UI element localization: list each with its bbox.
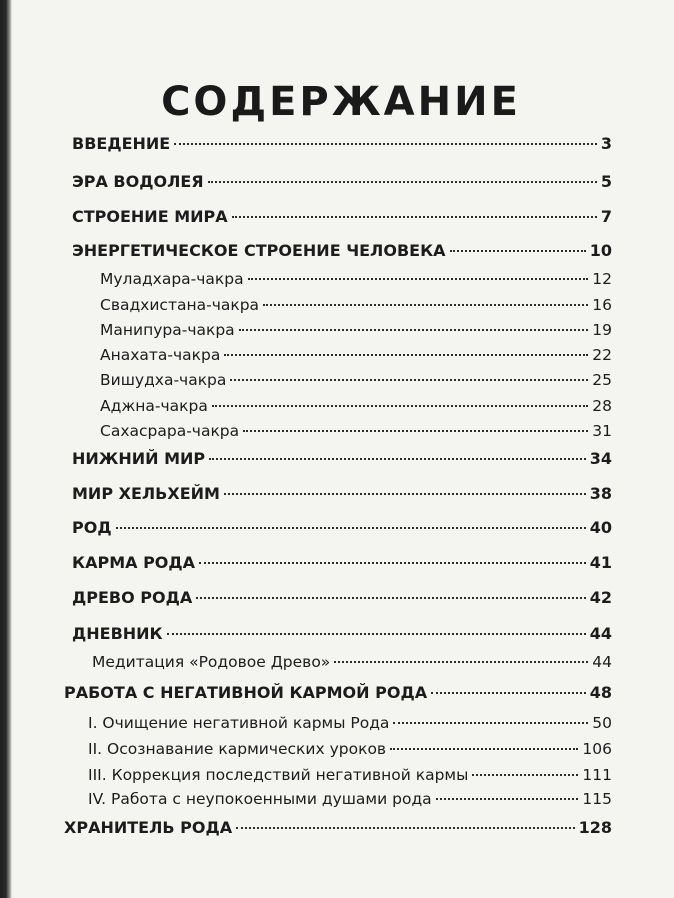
leader-dots [472,774,578,776]
leader-dots [239,329,589,331]
toc-entry-aquarius-era [72,172,612,192]
leader-dots [209,458,586,460]
toc-entry-page: 3 [600,134,612,153]
toc-entry-page: 50 [592,714,612,732]
leader-dots [199,562,586,564]
toc-entry-page: 31 [592,422,612,440]
leader-dots [236,827,575,829]
leader-dots [230,379,588,381]
toc-entry-diary [72,624,612,644]
toc-subentry-correction [88,765,612,785]
toc-entry-label: Манипура-чакра [100,321,235,339]
toc-entry-page: 5 [600,172,612,191]
leader-dots [431,692,586,694]
toc-subentry-cleansing [88,713,612,733]
toc-entry-introduction [72,134,612,154]
toc-entry-kin-guardian [64,818,612,838]
toc-subentry-anahata [100,345,612,365]
leader-dots [208,181,597,183]
toc-subentry-svadhisthana [100,295,612,315]
toc-entry-label: Аджна-чакра [100,397,208,415]
toc-entry-lower-world [72,449,612,469]
toc-entry-label: НИЖНИЙ МИР [72,449,206,468]
leader-dots [393,722,588,724]
toc-entry-label: РАБОТА С НЕГАТИВНОЙ КАРМОЙ РОДА [64,683,428,702]
toc-entry-page: 10 [589,241,612,260]
toc-subentry-manipura [100,320,612,340]
toc-subentry-karmic-lessons [88,739,612,759]
toc-entry-label: ЭРА ВОДОЛЕЯ [72,172,204,191]
leader-dots [436,798,579,800]
toc-entry-energy-structure [72,241,612,261]
toc-entry-kin-karma [72,553,612,573]
toc-entry-page: 22 [592,346,612,364]
toc-entry-page: 115 [582,790,612,808]
leader-dots [450,250,586,252]
toc-entry-negative-karma-work [64,683,612,703]
toc-entry-page: 25 [592,371,612,389]
toc-entry-page: 28 [592,397,612,415]
page-title: СОДЕРЖАНИЕ [161,78,521,125]
toc-entry-page: 40 [589,518,612,537]
toc-entry-label: СТРОЕНИЕ МИРА [72,207,228,226]
toc-entry-page: 128 [578,818,612,837]
toc-subentry-muladhara [100,269,612,289]
toc-entry-page: 16 [592,296,612,314]
toc-entry-label: I. Очищение негативной кармы Рода [88,714,390,732]
toc-subentry-meditation [92,652,612,672]
toc-subentry-ajna [100,396,612,416]
toc-entry-page: 12 [592,270,612,288]
toc-entry-label: Муладхара-чакра [100,270,244,288]
toc-entry-page: 34 [589,449,612,468]
leader-dots [334,661,588,663]
toc-subentry-sahasrara [100,421,612,441]
toc-entry-page: 106 [582,740,612,758]
toc-entry-label: ДРЕВО РОДА [72,588,193,607]
toc-entry-page: 44 [592,653,612,671]
toc-entry-label: КАРМА РОДА [72,553,196,572]
toc-subentry-vishuddha [100,370,612,390]
toc-entry-label: ДНЕВНИК [72,624,163,643]
toc-entry-label: Вишудха-чакра [100,371,227,389]
toc-entry-label: МИР ХЕЛЬХЕЙМ [72,484,220,503]
toc-entry-page: 44 [589,624,612,643]
leader-dots [167,633,586,635]
leader-dots [243,430,588,432]
leader-dots [224,354,588,356]
toc-entry-label: РОД [72,518,112,537]
toc-entry-page: 111 [582,766,612,784]
toc-entry-label: Свадхистана-чакра [100,296,260,314]
leader-dots [174,143,597,145]
leader-dots [116,527,586,529]
leader-dots [263,304,588,306]
toc-entry-helheim [72,484,612,504]
toc-entry-label: Анахата-чакра [100,346,221,364]
toc-entry-page: 38 [589,484,612,503]
toc-entry-page: 48 [589,683,612,702]
toc-entry-label: III. Коррекция последствий негативной кармы [88,766,469,784]
toc-entry-label: ВВЕДЕНИЕ [72,134,171,153]
toc-entry-kin [72,518,612,538]
leader-dots [390,748,578,750]
toc-entry-page: 42 [589,588,612,607]
toc-entry-family-tree [72,588,612,608]
toc-entry-page: 7 [600,207,612,226]
toc-entry-label: II. Осознавание кармических уроков [88,740,387,758]
toc-entry-label: Медитация «Родовое Древо» [92,653,331,671]
toc-entry-page: 41 [589,553,612,572]
toc-entry-world-structure [72,207,612,227]
toc-entry-page: 19 [592,321,612,339]
leader-dots [224,493,586,495]
toc-entry-label: ХРАНИТЕЛЬ РОДА [64,818,233,837]
leader-dots [212,405,588,407]
toc-entry-label: Сахасрара-чакра [100,422,240,440]
leader-dots [248,278,589,280]
toc-entry-label: ЭНЕРГЕТИЧЕСКОЕ СТРОЕНИЕ ЧЕЛОВЕКА [72,241,446,260]
leader-dots [232,216,597,218]
toc-subentry-restless-souls [88,789,612,809]
toc-entry-label: IV. Работа с неупокоенными душами рода [88,790,432,808]
leader-dots [196,597,586,599]
